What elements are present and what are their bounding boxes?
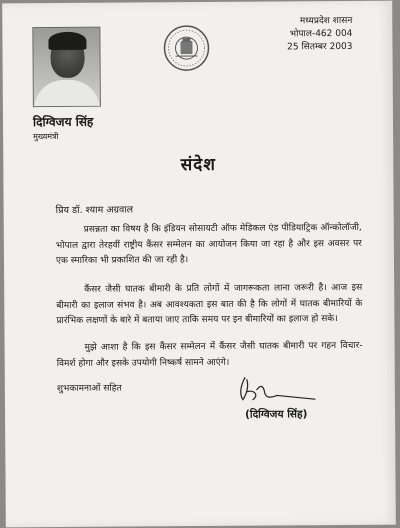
address-line: भोपाल-462 004	[289, 28, 353, 40]
letter-page	[2, 1, 396, 528]
body-paragraph: कैंसर जैसी घातक बीमारी के प्रति लोगों में जागरूकता लाना जरूरी है। आज इस बीमारी का इलाज संभव है। अब आवश्यकता इस बात की है कि लोगों में घातक बीमारियों के प्रारंभिक लक्षणों के बारे में बताया जाए ताकि समय पर इन बीमारियों का इलाज हो सके।	[56, 282, 363, 326]
body-paragraph: प्रसन्नता का विषय है कि इंडियन सोसायटी ऑफ मेडिकल एंड पीडियाट्रिक ऑन्कोलॉजी, भोपाल द्वारा तेरहवीं राष्ट्रीय कैंसर सम्मेलन का आयोजन किया जा रहा है और इस अवसर पर एक स्मारिका भी प्रकाशित की जा रही है।	[55, 222, 362, 266]
closing: शुभकामनाओं सहित	[56, 383, 122, 394]
sender-title: मुख्यमंत्री	[33, 131, 59, 142]
letter-date: 25 सितम्बर 2003	[287, 41, 353, 53]
state-emblem-icon	[162, 24, 210, 72]
sender-address	[287, 15, 353, 54]
sender-photo	[32, 27, 101, 107]
address-line: मध्यप्रदेश शासन	[299, 15, 353, 27]
signature-icon	[225, 371, 335, 408]
signed-name: (दिग्विजय सिंह)	[245, 408, 308, 421]
sender-name: दिग्विजय सिंह	[32, 114, 94, 130]
salutation: प्रिय डॉ. श्याम अग्रवाल	[55, 204, 134, 216]
body-paragraph: मुझे आशा है कि इस कैंसर सम्मेलन में कैंसर जैसी घातक बीमारी पर गहन विचार-विमर्श होगा और इसके उपयोगी निष्कर्ष सामने आएंगे।	[56, 340, 363, 369]
letter-heading: संदेश	[180, 154, 216, 176]
